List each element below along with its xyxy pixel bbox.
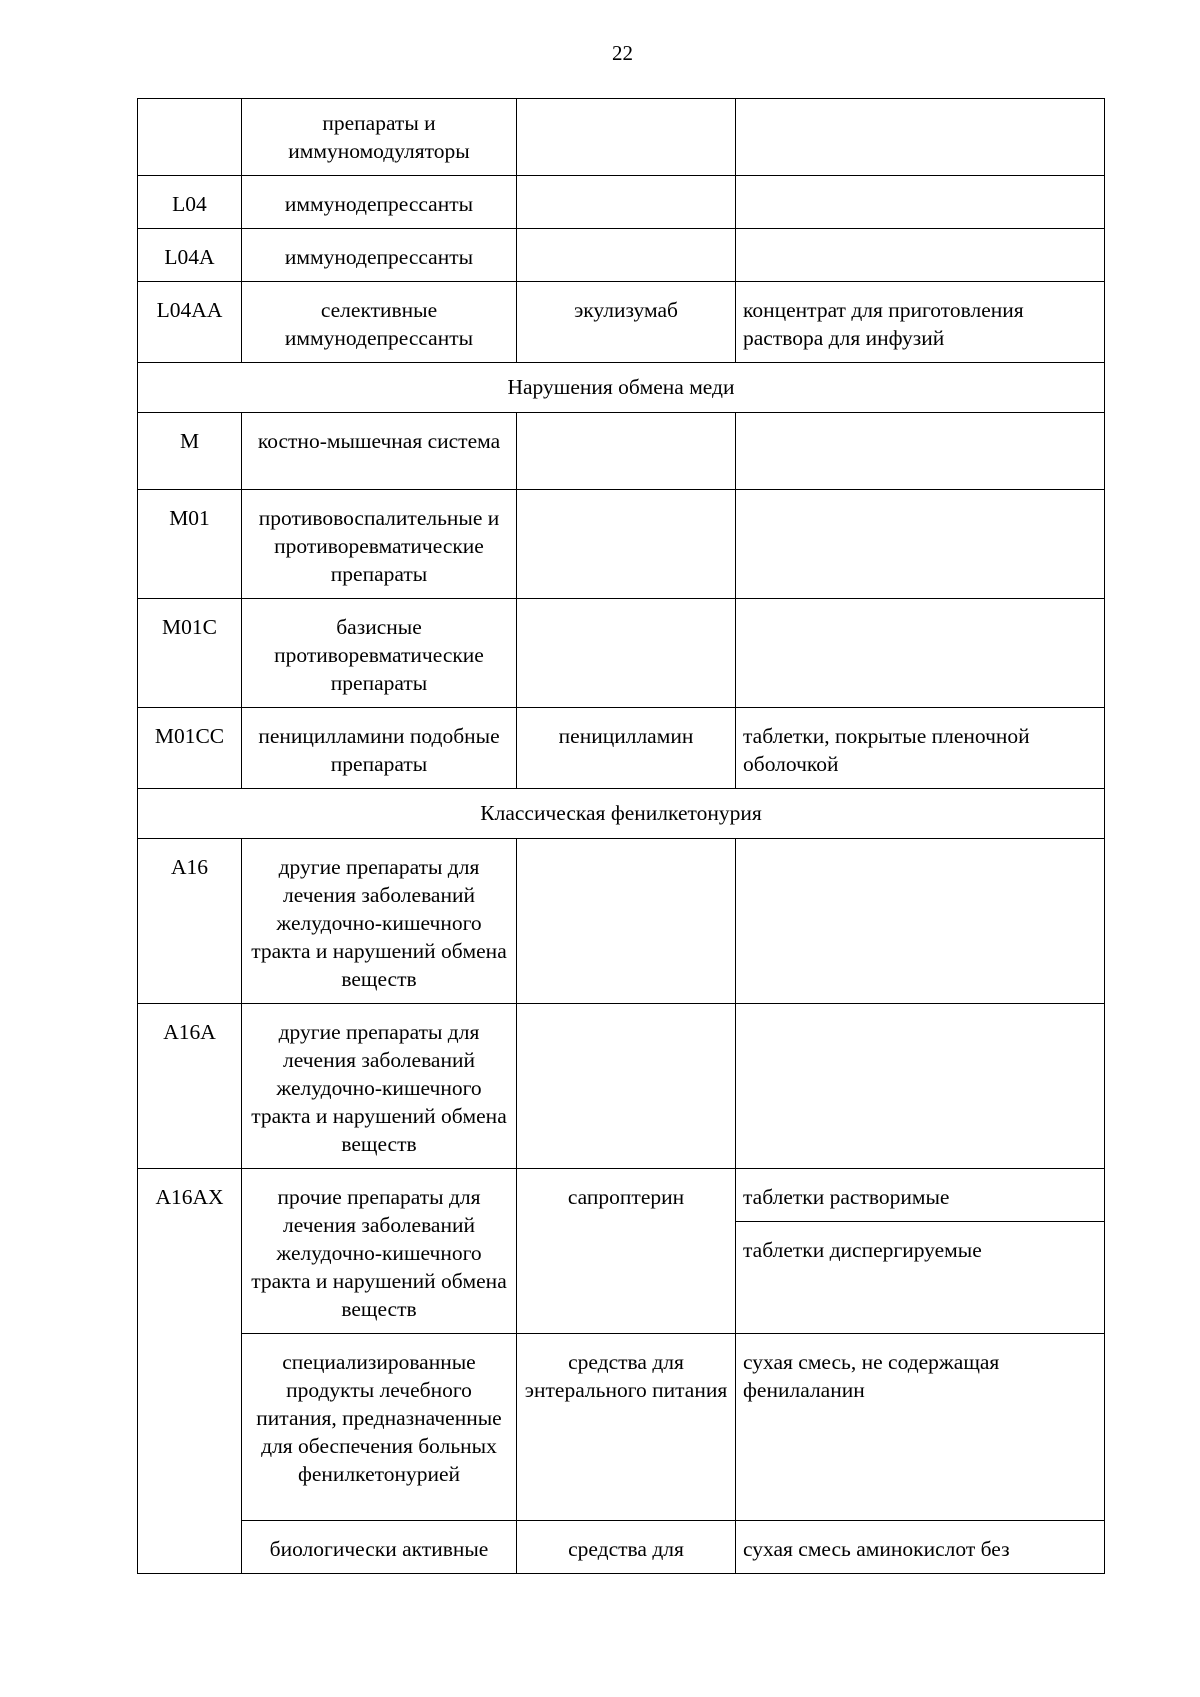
- section-header-row: [138, 363, 1105, 413]
- atc-code-cell: L04AA: [138, 282, 242, 363]
- dosage-form-cell: [736, 99, 1105, 176]
- drug-name-cell: средства для энтерального питания: [517, 1334, 736, 1521]
- dosage-form-cell: [736, 1004, 1105, 1169]
- table-row: [138, 413, 1105, 490]
- dosage-form-cell: таблетки растворимые: [736, 1169, 1105, 1222]
- drug-name-cell: [517, 413, 736, 490]
- table-row: [138, 1521, 1105, 1574]
- group-cell: другие препараты для лечения заболеваний желудочно-кишечного тракта и нарушений обмена веществ: [242, 1004, 517, 1169]
- group-cell: селективные иммунодепрессанты: [242, 282, 517, 363]
- dosage-form-cell: сухая смесь, не содержащая фенилаланин: [736, 1334, 1105, 1521]
- table-row: [138, 282, 1105, 363]
- drug-name-cell: [517, 490, 736, 599]
- drug-name-cell: пеницилламин: [517, 708, 736, 789]
- drug-name-cell: сапроптерин: [517, 1169, 736, 1334]
- drug-name-cell: [517, 599, 736, 708]
- table-row: [138, 1004, 1105, 1169]
- table-row: [138, 176, 1105, 229]
- drug-table: [137, 98, 1105, 1574]
- dosage-form-cell: [736, 490, 1105, 599]
- atc-code-cell: M01CC: [138, 708, 242, 789]
- atc-code-cell: M01C: [138, 599, 242, 708]
- dosage-form-cell: таблетки диспергируемые: [736, 1222, 1105, 1334]
- dosage-form-cell: концентрат для приготовления раствора для инфузий: [736, 282, 1105, 363]
- section-title-pku: Классическая фенилкетонурия: [138, 789, 1105, 839]
- section-title-copper: Нарушения обмена меди: [138, 363, 1105, 413]
- atc-code-cell: M: [138, 413, 242, 490]
- drug-name-cell: [517, 1004, 736, 1169]
- table-row: [138, 229, 1105, 282]
- group-cell: пеницилламини подобные препараты: [242, 708, 517, 789]
- table-row: [138, 1169, 1105, 1222]
- section-header-row: [138, 789, 1105, 839]
- dosage-form-cell: [736, 413, 1105, 490]
- dosage-form-cell: [736, 229, 1105, 282]
- atc-code-cell: A16: [138, 839, 242, 1004]
- atc-code-cell: A16A: [138, 1004, 242, 1169]
- table-row: [138, 839, 1105, 1004]
- dosage-form-cell: сухая смесь аминокислот без: [736, 1521, 1105, 1574]
- group-cell: иммунодепрессанты: [242, 176, 517, 229]
- dosage-form-cell: [736, 599, 1105, 708]
- group-cell: костно-мышечная система: [242, 413, 517, 490]
- atc-code-cell: M01: [138, 490, 242, 599]
- table-row: [138, 599, 1105, 708]
- page-number: 22: [612, 41, 633, 65]
- drug-name-cell: [517, 229, 736, 282]
- drug-name-cell: экулизумаб: [517, 282, 736, 363]
- group-cell: специализированные продукты лечебного питания, предназначенные для обеспечения больных фенилкетонурией: [242, 1334, 517, 1521]
- table-row: [138, 490, 1105, 599]
- atc-code-cell: A16AX: [138, 1169, 242, 1574]
- dosage-form-cell: таблетки, покрытые пленочной оболочкой: [736, 708, 1105, 789]
- group-cell: препараты и иммуномодуляторы: [242, 99, 517, 176]
- atc-code-cell: [138, 99, 242, 176]
- group-cell: противовоспалительные и противоревматические препараты: [242, 490, 517, 599]
- group-cell: прочие препараты для лечения заболеваний желудочно-кишечного тракта и нарушений обмена веществ: [242, 1169, 517, 1334]
- atc-code-cell: L04A: [138, 229, 242, 282]
- group-cell: другие препараты для лечения заболеваний желудочно-кишечного тракта и нарушений обмена веществ: [242, 839, 517, 1004]
- table-row: [138, 99, 1105, 176]
- group-cell: базисные противоревматические препараты: [242, 599, 517, 708]
- group-cell: иммунодепрессанты: [242, 229, 517, 282]
- dosage-form-cell: [736, 176, 1105, 229]
- drug-name-cell: [517, 839, 736, 1004]
- table-row: [138, 708, 1105, 789]
- drug-name-cell: средства для: [517, 1521, 736, 1574]
- table-row: [138, 1334, 1105, 1521]
- dosage-form-cell: [736, 839, 1105, 1004]
- drug-name-cell: [517, 176, 736, 229]
- atc-code-cell: L04: [138, 176, 242, 229]
- drug-name-cell: [517, 99, 736, 176]
- group-cell: биологически активные: [242, 1521, 517, 1574]
